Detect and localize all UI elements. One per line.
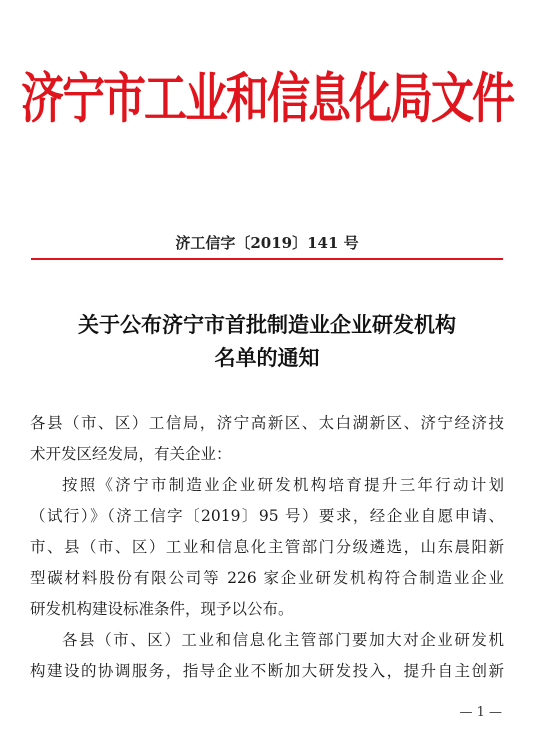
notice-title-line-2: 名单的通知 <box>214 345 320 370</box>
paragraph-1-line-5: 研发机构建设标准条件，现予以公布。 <box>30 600 294 618</box>
paragraph-1-line-3: 市、县（市、区）工业和信息化主管部门分级遴选，山东晨阳新 <box>30 538 504 556</box>
document-body <box>30 408 504 687</box>
paragraph-1-line-1: 按照《济宁市制造业企业研发机构培育提升三年行动计划 <box>62 476 504 494</box>
addressee-line-2: 术开发区经发局，有关企业： <box>30 445 232 463</box>
paragraph-1-line-2: （试行）》（济工信字〔2019〕95 号）要求，经企业自愿申请、 <box>30 507 504 525</box>
notice-title-line-1: 关于公布济宁市首批制造业企业研发机构 <box>78 312 456 337</box>
addressee-line-1: 各县（市、区）工信局，济宁高新区、太白湖新区、济宁经济技 <box>30 414 504 432</box>
red-letterhead-title: 济宁市工业和信息化局文件 <box>21 68 513 131</box>
document-number: 济工信字〔2019〕141 号 <box>175 234 359 252</box>
paragraph-2-line-2: 构建设的协调服务，指导企业不断加大研发投入，提升自主创新 <box>30 662 504 680</box>
red-divider-line <box>31 258 503 260</box>
paragraph-2-line-1: 各县（市、区）工业和信息化主管部门要加大对企业研发机 <box>62 631 504 649</box>
paragraph-1-line-4: 型碳材料股份有限公司等 226 家企业研发机构符合制造业企业 <box>30 569 504 587</box>
page-number: — 1 — <box>459 705 502 720</box>
